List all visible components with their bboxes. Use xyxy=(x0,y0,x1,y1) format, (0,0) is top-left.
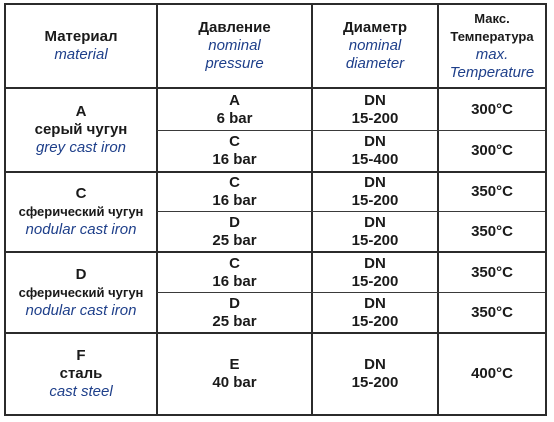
pressure-code: D xyxy=(229,294,240,312)
pressure-value: 25 bar xyxy=(212,312,257,330)
pressure-cell xyxy=(158,173,311,211)
pressure-value: 25 bar xyxy=(212,231,257,249)
pressure-cell xyxy=(158,293,311,332)
material-name-ru: сталь xyxy=(59,365,103,382)
header-diameter-ru: Диаметр xyxy=(343,19,407,36)
pressure-code: A xyxy=(229,91,240,109)
pressure-cell xyxy=(158,212,311,251)
material-name-ru: сферический чугун xyxy=(18,284,144,300)
diameter-label: DN xyxy=(364,174,386,191)
pressure-cell xyxy=(158,89,311,130)
header-temp-en-1: max. xyxy=(475,46,509,63)
pressure-code: C xyxy=(229,254,240,272)
header-temperature xyxy=(439,5,545,87)
diameter-range: 15-200 xyxy=(351,109,399,127)
pressure-value: 6 bar xyxy=(216,109,253,127)
temperature-cell xyxy=(439,212,545,251)
temperature-cell xyxy=(439,89,545,130)
diameter-cell xyxy=(313,173,437,211)
pressure-value: 16 bar xyxy=(212,151,257,168)
diameter-cell xyxy=(313,253,437,292)
material-cell xyxy=(6,334,156,414)
header-material-ru: Материал xyxy=(44,28,118,45)
temperature-value: 300°C xyxy=(471,100,513,118)
diameter-cell xyxy=(313,89,437,130)
header-pressure-ru: Давление xyxy=(198,19,271,36)
material-name-en: cast steel xyxy=(49,383,113,400)
temperature-cell xyxy=(439,131,545,171)
header-temp-en-2: Temperature xyxy=(449,64,535,81)
material-name-en: nodular cast iron xyxy=(25,221,137,238)
header-pressure-en-2: pressure xyxy=(205,55,264,72)
pressure-rating-table xyxy=(4,3,547,416)
temperature-value: 350°C xyxy=(471,183,513,200)
diameter-label: DN xyxy=(364,91,386,109)
header-diameter-en-2: diameter xyxy=(345,55,405,72)
header-material-en: material xyxy=(54,46,108,63)
pressure-value: 40 bar xyxy=(212,374,257,391)
diameter-range: 15-200 xyxy=(351,192,399,209)
diameter-label: DN xyxy=(364,356,386,373)
diameter-label: DN xyxy=(364,254,386,272)
temperature-cell xyxy=(439,334,545,414)
material-name-ru: сферический чугун xyxy=(18,204,144,219)
material-code: A xyxy=(75,103,87,120)
temperature-cell xyxy=(439,253,545,292)
temperature-cell xyxy=(439,293,545,332)
diameter-range: 15-200 xyxy=(351,312,399,330)
diameter-range: 15-200 xyxy=(351,231,399,249)
pressure-value: 16 bar xyxy=(212,192,257,209)
material-cell xyxy=(6,253,156,332)
header-pressure xyxy=(158,5,311,87)
material-name-ru: серый чугун xyxy=(34,121,128,138)
header-diameter xyxy=(313,5,437,87)
temperature-value: 350°C xyxy=(471,303,513,321)
material-code: D xyxy=(75,265,87,283)
material-name-en: grey cast iron xyxy=(35,139,127,156)
diameter-label: DN xyxy=(364,133,386,150)
diameter-range: 15-400 xyxy=(351,151,399,168)
pressure-code: C xyxy=(229,133,240,150)
pressure-cell xyxy=(158,131,311,171)
diameter-cell xyxy=(313,212,437,251)
diameter-cell xyxy=(313,131,437,171)
header-temp-ru-1: Макс. xyxy=(474,11,510,26)
header-diameter-en-1: nominal xyxy=(348,37,402,54)
header-pressure-en-1: nominal xyxy=(208,37,261,54)
temperature-value: 350°C xyxy=(471,263,513,281)
diameter-cell xyxy=(313,293,437,332)
diameter-label: DN xyxy=(364,294,386,312)
pressure-code: D xyxy=(229,213,240,231)
temperature-value: 300°C xyxy=(471,142,513,159)
diameter-range: 15-200 xyxy=(351,374,399,391)
temperature-value: 400°C xyxy=(471,365,513,382)
header-temp-ru-2: Температура xyxy=(450,29,534,44)
temperature-cell xyxy=(439,173,545,211)
pressure-code: C xyxy=(229,174,240,191)
material-name-en: nodular cast iron xyxy=(25,301,137,319)
material-code: F xyxy=(76,347,86,364)
pressure-code: E xyxy=(229,356,240,373)
pressure-value: 16 bar xyxy=(212,272,257,290)
temperature-value: 350°C xyxy=(471,222,513,240)
diameter-cell xyxy=(313,334,437,414)
material-cell xyxy=(6,173,156,251)
material-code: C xyxy=(75,185,87,202)
diameter-range: 15-200 xyxy=(351,272,399,290)
pressure-cell xyxy=(158,334,311,414)
header-material xyxy=(6,5,156,87)
pressure-cell xyxy=(158,253,311,292)
material-cell xyxy=(6,89,156,171)
diameter-label: DN xyxy=(364,213,386,231)
